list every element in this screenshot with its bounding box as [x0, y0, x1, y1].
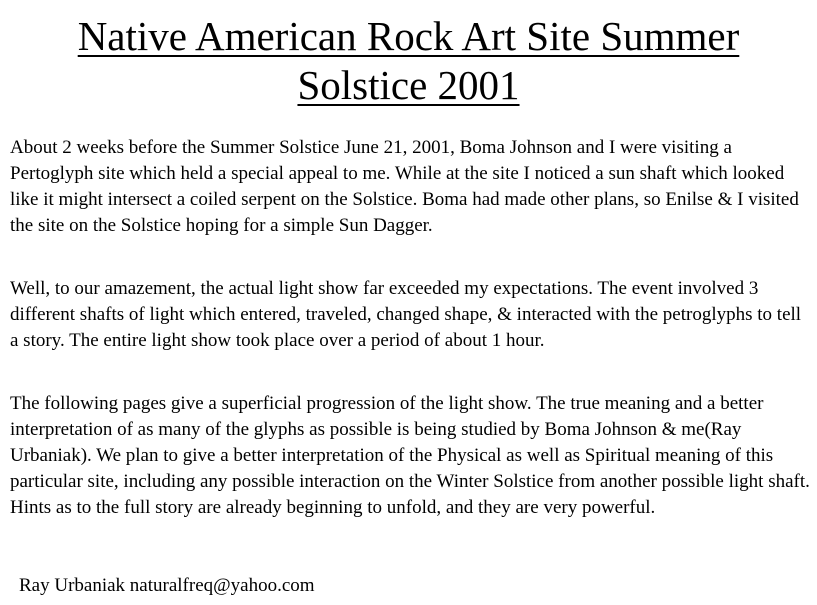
paragraph-following-pages: The following pages give a superficial progression of the light show. The true meaning and a better interpretation of as many of the glyphs as possible is being studied by Boma Johnson & me(Ray Urbaniak). We plan to give a better interpretation of the Physical as well as Spiritual meaning of this particular site, including any possible interaction on the Winter Solstice from another possible light shaft. Hints as to the full story are already beginning to unfold, and they are very powerful.: [10, 393, 810, 518]
page-title-line-1: Native American Rock Art Site Summer: [77, 13, 740, 59]
page-title: [0, 12, 817, 110]
author-signature: Ray Urbaniak naturalfreq@yahoo.com: [19, 575, 315, 596]
paragraph-light-show: Well, to our amazement, the actual light show far exceeded my expectations. The event involved 3 different shafts of light which entered, traveled, changed shape, & interacted with the petroglyphs to tell a story. The entire light show took place over a period of about 1 hour.: [10, 278, 802, 351]
page-title-line-2: Solstice 2001: [297, 62, 520, 108]
paragraph-intro: About 2 weeks before the Summer Solstice June 21, 2001, Boma Johnson and I were visiting a Pertoglyph site which held a special appeal to me. While at the site I noticed a sun shaft which looked like it might intersect a coiled serpent on the Solstice. Boma had made other plans, so Enilse & I visited the site on the Solstice hoping for a simple Sun Dagger.: [10, 137, 799, 236]
